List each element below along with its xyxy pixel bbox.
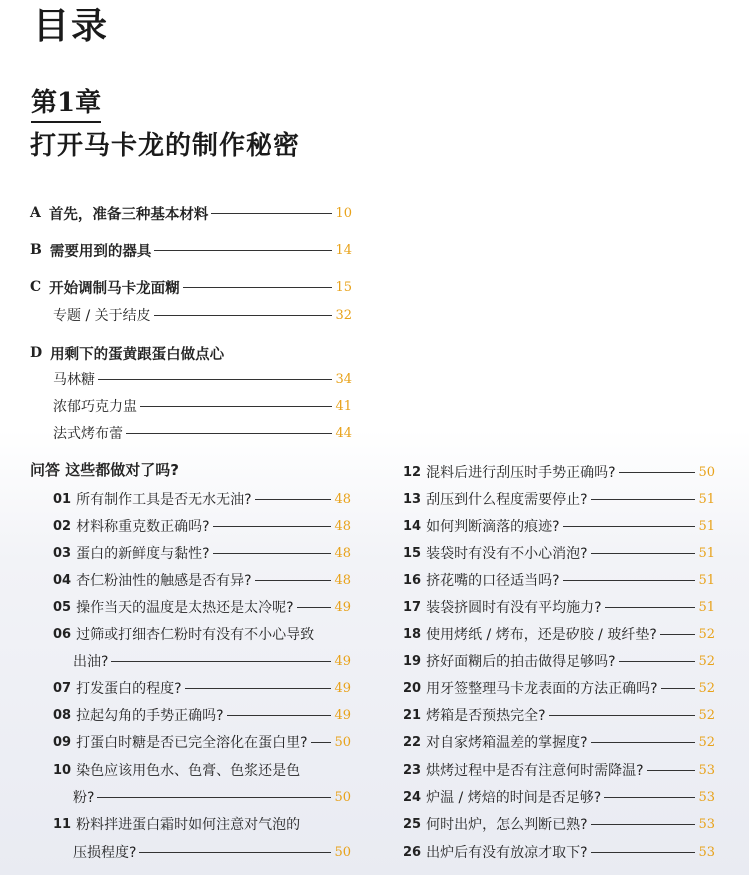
page-number: 50 [334, 734, 351, 750]
page-number: 53 [698, 816, 715, 832]
qa-text: 拉起勾角的手势正确吗? [76, 708, 224, 724]
page-number: 48 [334, 491, 351, 507]
qa-number: 12 [403, 464, 422, 480]
qa-number: 18 [403, 626, 422, 642]
qa-text: 打发蛋白的程度? [76, 681, 182, 697]
chapter-title: 打开马卡龙的制作秘密 [30, 131, 301, 161]
qa-text: 烘烤过程中是否有注意何时需降温? [426, 763, 644, 779]
qa-entry-continued[interactable] [73, 787, 351, 807]
qa-number: 20 [403, 680, 422, 696]
leader-line [591, 742, 696, 743]
leader-line [154, 250, 332, 251]
page-number: 51 [698, 572, 715, 588]
qa-text: 装袋时有没有不小心消泡? [426, 546, 588, 562]
qa-entry[interactable] [403, 760, 715, 780]
qa-number: 16 [403, 572, 422, 588]
qa-text: 粉料拌进蛋白霜时如何注意对气泡的 [76, 817, 301, 833]
qa-entry[interactable] [403, 489, 715, 509]
leader-line [98, 379, 332, 380]
leader-line [604, 797, 695, 798]
leader-line [549, 715, 696, 716]
leader-line [591, 499, 696, 500]
leader-line [661, 688, 696, 689]
toc-entry-d[interactable] [30, 343, 352, 363]
leader-line [185, 688, 332, 689]
qa-entry[interactable] [403, 570, 715, 590]
leader-line [227, 715, 332, 716]
qa-entry[interactable] [53, 678, 351, 698]
entry-label: 浓郁巧克力盅 [53, 399, 137, 415]
qa-entry[interactable] [403, 732, 715, 752]
leader-line [213, 526, 332, 527]
page-number: 51 [698, 545, 715, 561]
qa-text: 混料后进行刮压时手势正确吗? [426, 465, 616, 481]
qa-number: 26 [403, 844, 422, 860]
leader-line [311, 742, 332, 743]
qa-entry[interactable] [53, 705, 351, 725]
qa-text: 出炉后有没有放凉才取下? [426, 845, 588, 861]
page-number: 32 [335, 307, 352, 323]
qa-entry[interactable] [403, 814, 715, 834]
qa-entry[interactable] [403, 705, 715, 725]
page-number: 50 [334, 789, 351, 805]
qa-number: 14 [403, 518, 422, 534]
qa-text: 炉温 / 烤焙的时间是否足够? [426, 790, 602, 806]
qa-number: 07 [53, 680, 72, 696]
page-number: 15 [335, 279, 352, 295]
page-number: 14 [335, 242, 352, 258]
qa-entry[interactable] [403, 842, 715, 862]
leader-line [139, 852, 331, 853]
leader-line [591, 852, 696, 853]
leader-line [647, 770, 696, 771]
qa-number: 05 [53, 599, 72, 615]
qa-number: 02 [53, 518, 72, 534]
toc-subentry[interactable] [53, 423, 352, 443]
qa-number: 17 [403, 599, 422, 615]
qa-number: 13 [403, 491, 422, 507]
qa-text: 蛋白的新鲜度与黏性? [76, 546, 210, 562]
qa-text: 烤箱是否预热完全? [426, 708, 546, 724]
qa-number: 23 [403, 762, 422, 778]
qa-text-continued: 粉? [73, 790, 95, 806]
page-number: 51 [698, 599, 715, 615]
page-number: 50 [698, 464, 715, 480]
qa-text-continued: 压损程度? [73, 845, 137, 861]
qa-number: 01 [53, 491, 72, 507]
qa-text: 使用烤纸 / 烤布，还是矽胶 / 玻纤垫? [426, 627, 657, 643]
qa-number: 15 [403, 545, 422, 561]
qa-text: 所有制作工具是否无水无油? [76, 492, 252, 508]
qa-number: 19 [403, 653, 422, 669]
page-number: 53 [698, 762, 715, 778]
page-number: 49 [334, 599, 351, 615]
leader-line [563, 580, 696, 581]
qa-entry[interactable] [403, 678, 715, 698]
qa-entry[interactable] [403, 543, 715, 563]
leader-line [211, 213, 332, 214]
leader-line [126, 433, 332, 434]
qa-entry[interactable] [403, 597, 715, 617]
qa-entry-continued[interactable] [73, 651, 351, 671]
page-number: 52 [698, 653, 715, 669]
entry-label: 开始调制马卡龙面糊 [49, 280, 180, 297]
toc-subentry[interactable] [53, 305, 352, 325]
page-number: 49 [334, 653, 351, 669]
qa-entry[interactable] [53, 760, 351, 780]
leader-line [255, 580, 332, 581]
qa-entry[interactable] [53, 516, 351, 536]
leader-line [111, 661, 331, 662]
section-letter: D [30, 345, 43, 361]
qa-number: 21 [403, 707, 422, 723]
qa-entry[interactable] [403, 624, 715, 644]
page-number: 51 [698, 491, 715, 507]
qa-entry[interactable] [53, 624, 351, 644]
chapter-label: 第1章 [31, 86, 101, 123]
toc-entry-b[interactable] [30, 240, 352, 260]
entry-label: 用剩下的蛋黄跟蛋白做点心 [50, 346, 225, 363]
qa-entry[interactable] [53, 732, 351, 752]
qa-text: 对自家烤箱温差的掌握度? [426, 735, 588, 751]
toc-entry-a[interactable] [30, 203, 352, 223]
entry-label: 法式烤布蕾 [53, 426, 123, 442]
page-number: 51 [698, 518, 715, 534]
section-letter: C [30, 279, 42, 295]
entry-label: 首先，准备三种基本材料 [48, 206, 209, 223]
qa-text: 装袋挤圆时有没有平均施力? [426, 600, 602, 616]
page-number: 48 [334, 545, 351, 561]
leader-line [563, 526, 696, 527]
qa-entry[interactable] [53, 489, 351, 509]
section-letter: B [30, 242, 42, 258]
qa-text: 材料称重克数正确吗? [76, 519, 210, 535]
entry-label: 需要用到的器具 [49, 243, 152, 260]
qa-entry[interactable] [403, 516, 715, 536]
leader-line [140, 406, 332, 407]
qa-text: 操作当天的温度是太热还是太冷呢? [76, 600, 294, 616]
leader-line [660, 634, 696, 635]
page-number: 41 [335, 398, 352, 414]
qa-number: 10 [53, 762, 72, 778]
toc-subentry[interactable] [53, 369, 352, 389]
qa-text: 刮压到什么程度需要停止? [426, 492, 588, 508]
qa-heading: 问答 这些都做对了吗? [30, 461, 179, 479]
qa-entry[interactable] [53, 543, 351, 563]
qa-text: 杏仁粉油性的触感是否有异? [76, 573, 252, 589]
leader-line [297, 607, 332, 608]
page-number: 10 [335, 205, 352, 221]
qa-text: 染色应该用色水、色膏、色浆还是色 [76, 763, 301, 779]
qa-number: 03 [53, 545, 72, 561]
page-number: 49 [334, 707, 351, 723]
qa-text: 打蛋白时糖是否已完全溶化在蛋白里? [76, 735, 308, 751]
qa-number: 22 [403, 734, 422, 750]
leader-line [154, 315, 333, 316]
page-number: 44 [335, 425, 352, 441]
qa-number: 24 [403, 789, 422, 805]
page-number: 52 [698, 626, 715, 642]
qa-text: 挤好面糊后的拍击做得足够吗? [426, 654, 616, 670]
page-number: 50 [334, 844, 351, 860]
leader-line [619, 661, 696, 662]
qa-entry[interactable] [403, 462, 715, 482]
qa-number: 09 [53, 734, 72, 750]
page-number: 52 [698, 734, 715, 750]
leader-line [591, 553, 696, 554]
page-number: 52 [698, 707, 715, 723]
section-letter: A [30, 205, 41, 221]
qa-text: 挤花嘴的口径适当吗? [426, 573, 560, 589]
leader-line [213, 553, 332, 554]
entry-label: 马林糖 [53, 372, 95, 388]
qa-entry[interactable] [403, 651, 715, 671]
page-number: 53 [698, 844, 715, 860]
toc-entry-c[interactable] [30, 277, 352, 297]
leader-line [97, 797, 331, 798]
page-title: 目录 [33, 5, 110, 47]
qa-number: 06 [53, 626, 72, 642]
qa-number: 08 [53, 707, 72, 723]
leader-line [591, 824, 696, 825]
leader-line [619, 472, 696, 473]
leader-line [183, 287, 333, 288]
qa-text: 何时出炉，怎么判断已熟? [426, 817, 588, 833]
qa-number: 04 [53, 572, 72, 588]
qa-entry[interactable] [53, 597, 351, 617]
qa-entry[interactable] [53, 814, 351, 834]
entry-label: 专题 / 关于结皮 [53, 308, 151, 324]
leader-line [605, 607, 696, 608]
leader-line [255, 499, 332, 500]
qa-text: 过筛或打细杏仁粉时有没有不小心导致 [76, 627, 315, 643]
qa-number: 11 [53, 816, 72, 832]
qa-text: 如何判断滴落的痕迹? [426, 519, 560, 535]
page-number: 52 [698, 680, 715, 696]
toc-subentry[interactable] [53, 396, 352, 416]
page-number: 48 [334, 572, 351, 588]
qa-number: 25 [403, 816, 422, 832]
qa-entry[interactable] [53, 570, 351, 590]
qa-text-continued: 出油? [73, 654, 109, 670]
qa-text: 用牙签整理马卡龙表面的方法正确吗? [426, 681, 658, 697]
page-number: 53 [698, 789, 715, 805]
page-number: 49 [334, 680, 351, 696]
page-number: 48 [334, 518, 351, 534]
page-number: 34 [335, 371, 352, 387]
qa-entry[interactable] [403, 787, 715, 807]
qa-entry-continued[interactable] [73, 842, 351, 862]
